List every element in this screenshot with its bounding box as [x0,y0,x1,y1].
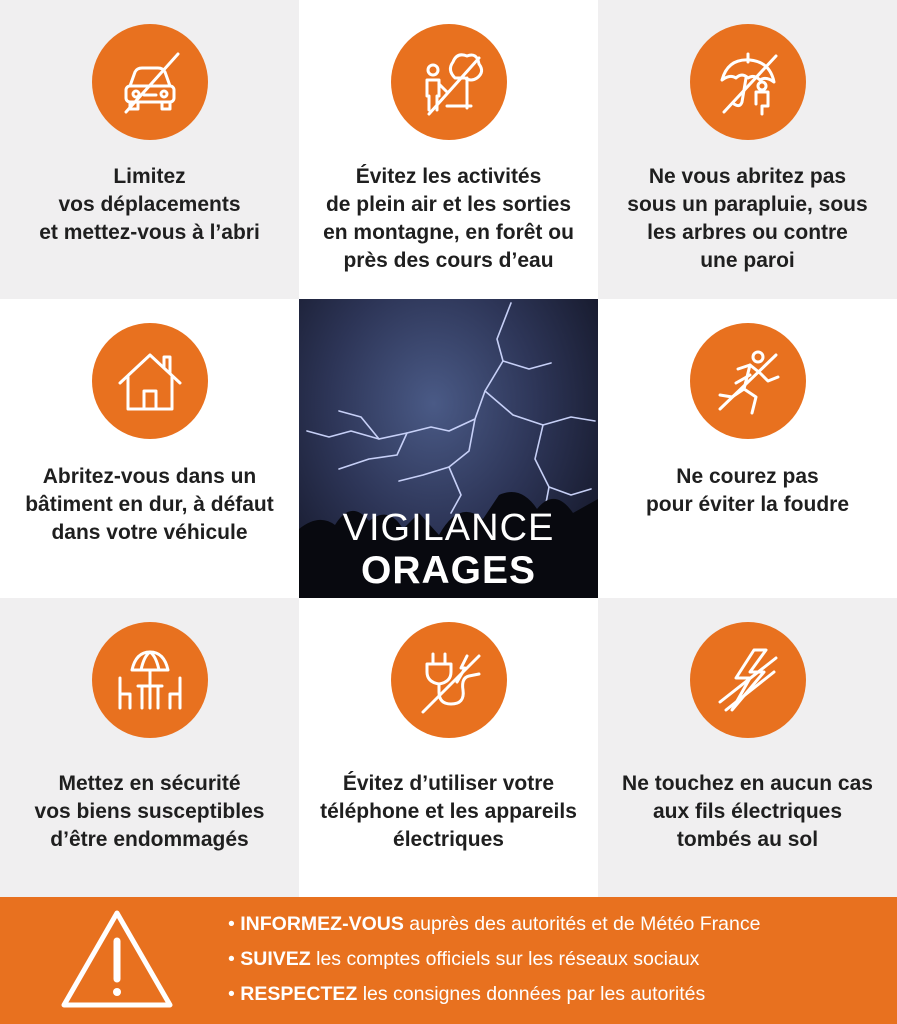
banner-item: • INFORMEZ-VOUS auprès des autorités et de Météo France [228,913,761,935]
tip-cell-secure-property [0,598,299,897]
vigilance-orages-image [299,299,598,598]
tip-text: Mettez en sécurité vos biens susceptibles d’être endommagés [34,772,265,851]
storm-title-line1: VIGILANCE [342,507,555,549]
tip-text: Évitez les activités de plein air et les sorties en montagne, en forêt ou près des cours d’eau [323,165,574,272]
car-crossed-icon [92,24,208,140]
tip-text: Ne vous abritez pas sous un parapluie, sous les arbres ou contre une paroi [627,165,868,272]
storm-title-line2: ORAGES [360,549,537,592]
tip-text: Ne courez pas pour éviter la foudre [645,465,850,516]
patio-furniture-icon [92,622,208,738]
tip-text: Abritez-vous dans un bâtiment en dur, à défaut dans votre véhicule [25,465,274,544]
tip-cell-no-shelter-umbrella [598,0,897,299]
tip-cell-shelter-building [0,299,299,598]
banner-list [228,907,760,1012]
tip-text: Ne touchez en aucun cas aux fils électriques tombés au sol [622,772,873,851]
tip-cell-fallen-wires [598,598,897,897]
tip-cell-outdoor-activities [299,0,598,299]
house-icon [92,323,208,439]
tip-text: Limitez vos déplacements et mettez-vous à l’abri [39,165,260,244]
tip-cell-limit-travel [0,0,299,299]
tip-text: Évitez d’utiliser votre téléphone et les appareils électriques [320,772,577,851]
tip-cell-do-not-run [598,299,897,598]
banner-item: • RESPECTEZ les consignes données par les autorités [228,983,706,1005]
banner-item: • SUIVEZ les comptes officiels sur les réseaux sociaux [228,948,700,970]
runner-crossed-icon [690,323,806,439]
outdoor-activity-crossed-icon [391,24,507,140]
info-banner [0,897,897,1024]
umbrella-crossed-icon [690,24,806,140]
electric-bolt-crossed-icon [690,622,806,738]
tip-cell-avoid-phone [299,598,598,897]
warning-triangle-icon [58,905,176,1013]
plug-crossed-icon [391,622,507,738]
